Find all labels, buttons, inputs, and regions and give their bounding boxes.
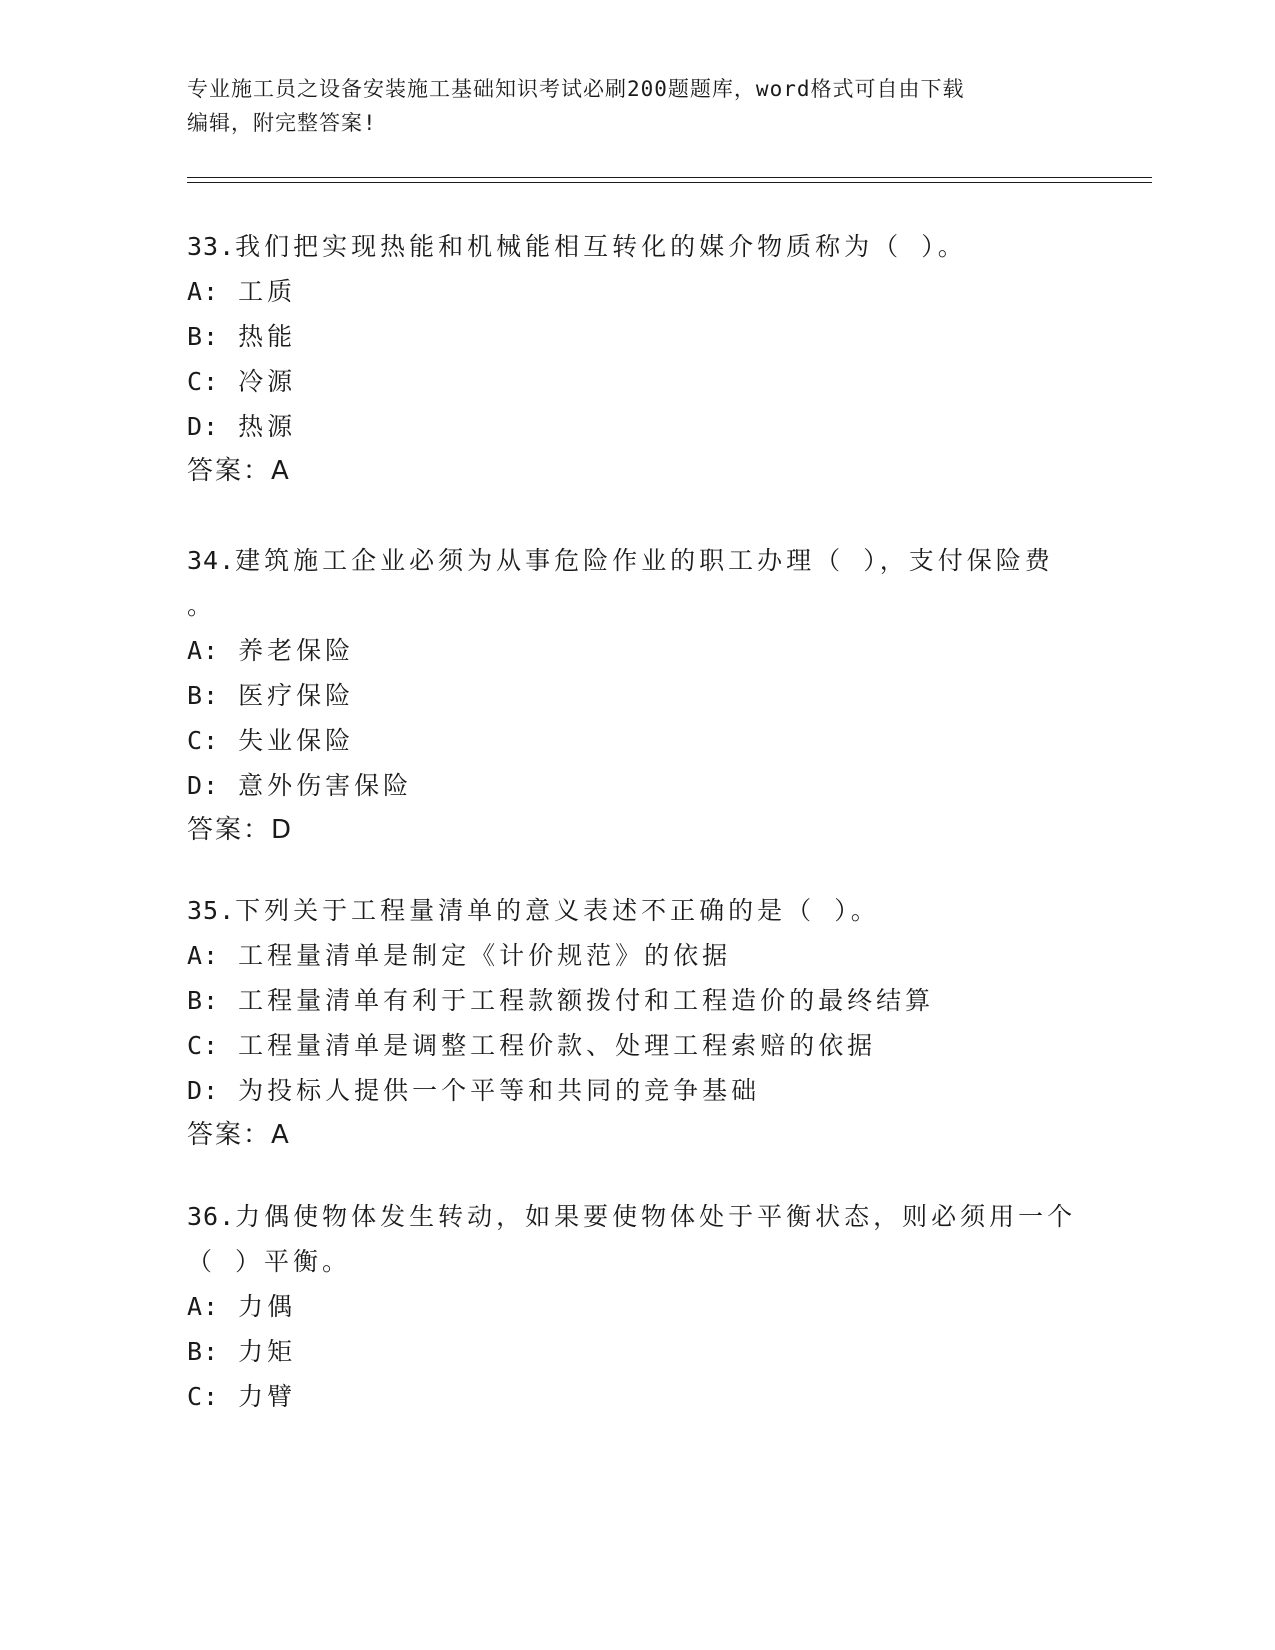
question-stem <box>187 888 1087 933</box>
question-text-continuation: （ ）平衡。 <box>187 1247 352 1276</box>
option-a: A: 工程量清单是制定《计价规范》的依据 <box>187 941 732 970</box>
option-b: B: 力矩 <box>187 1337 297 1366</box>
question-text-line: 力偶使物体发生转动，如果要使物体处于平衡状态，则必须用一个 <box>235 1202 1077 1231</box>
question-34 <box>187 538 1087 853</box>
answer-line: 答案：D <box>187 815 294 845</box>
answer-line: 答案：A <box>187 456 291 486</box>
question-stem <box>187 1194 1087 1239</box>
question-33 <box>187 224 1087 494</box>
question-36 <box>187 1194 1087 1419</box>
question-stem <box>187 224 1087 269</box>
option-d: D: 热源 <box>187 412 297 441</box>
question-text-continuation: 。 <box>187 591 217 620</box>
option-b: B: 工程量清单有利于工程款额拨付和工程造价的最终结算 <box>187 986 935 1015</box>
option-c: C: 力臂 <box>187 1382 297 1411</box>
option-d: D: 为投标人提供一个平等和共同的竞争基础 <box>187 1076 761 1105</box>
option-b: B: 热能 <box>187 322 297 351</box>
header-divider-bottom <box>187 182 1152 183</box>
question-text-line: 我们把实现热能和机械能相互转化的媒介物质称为（ ）。 <box>235 232 967 261</box>
question-number: 36. <box>187 1202 236 1231</box>
header-line-2: 编辑，附完整答案! <box>187 111 377 135</box>
option-c: C: 工程量清单是调整工程价款、处理工程索赔的依据 <box>187 1031 877 1060</box>
header-line-1: 专业施工员之设备安装施工基础知识考试必刷200题题库，word格式可自由下载 <box>187 77 965 101</box>
option-a: A: 工质 <box>187 277 297 306</box>
question-text-line: 下列关于工程量清单的意义表述不正确的是（ ）。 <box>235 896 880 925</box>
question-number: 35. <box>187 896 236 925</box>
question-text-line: 建筑施工企业必须为从事危险作业的职工办理（ ），支付保险费 <box>235 546 1054 575</box>
option-b: B: 医疗保险 <box>187 681 355 710</box>
question-stem <box>187 538 1087 583</box>
option-d: D: 意外伤害保险 <box>187 771 413 800</box>
option-a: A: 养老保险 <box>187 636 355 665</box>
option-c: C: 冷源 <box>187 367 297 396</box>
question-number: 34. <box>187 546 236 575</box>
option-a: A: 力偶 <box>187 1292 297 1321</box>
header-divider-top <box>187 177 1152 178</box>
document-header <box>187 72 1067 140</box>
answer-line: 答案：A <box>187 1120 291 1150</box>
option-c: C: 失业保险 <box>187 726 355 755</box>
question-35 <box>187 888 1087 1158</box>
question-number: 33. <box>187 232 236 261</box>
